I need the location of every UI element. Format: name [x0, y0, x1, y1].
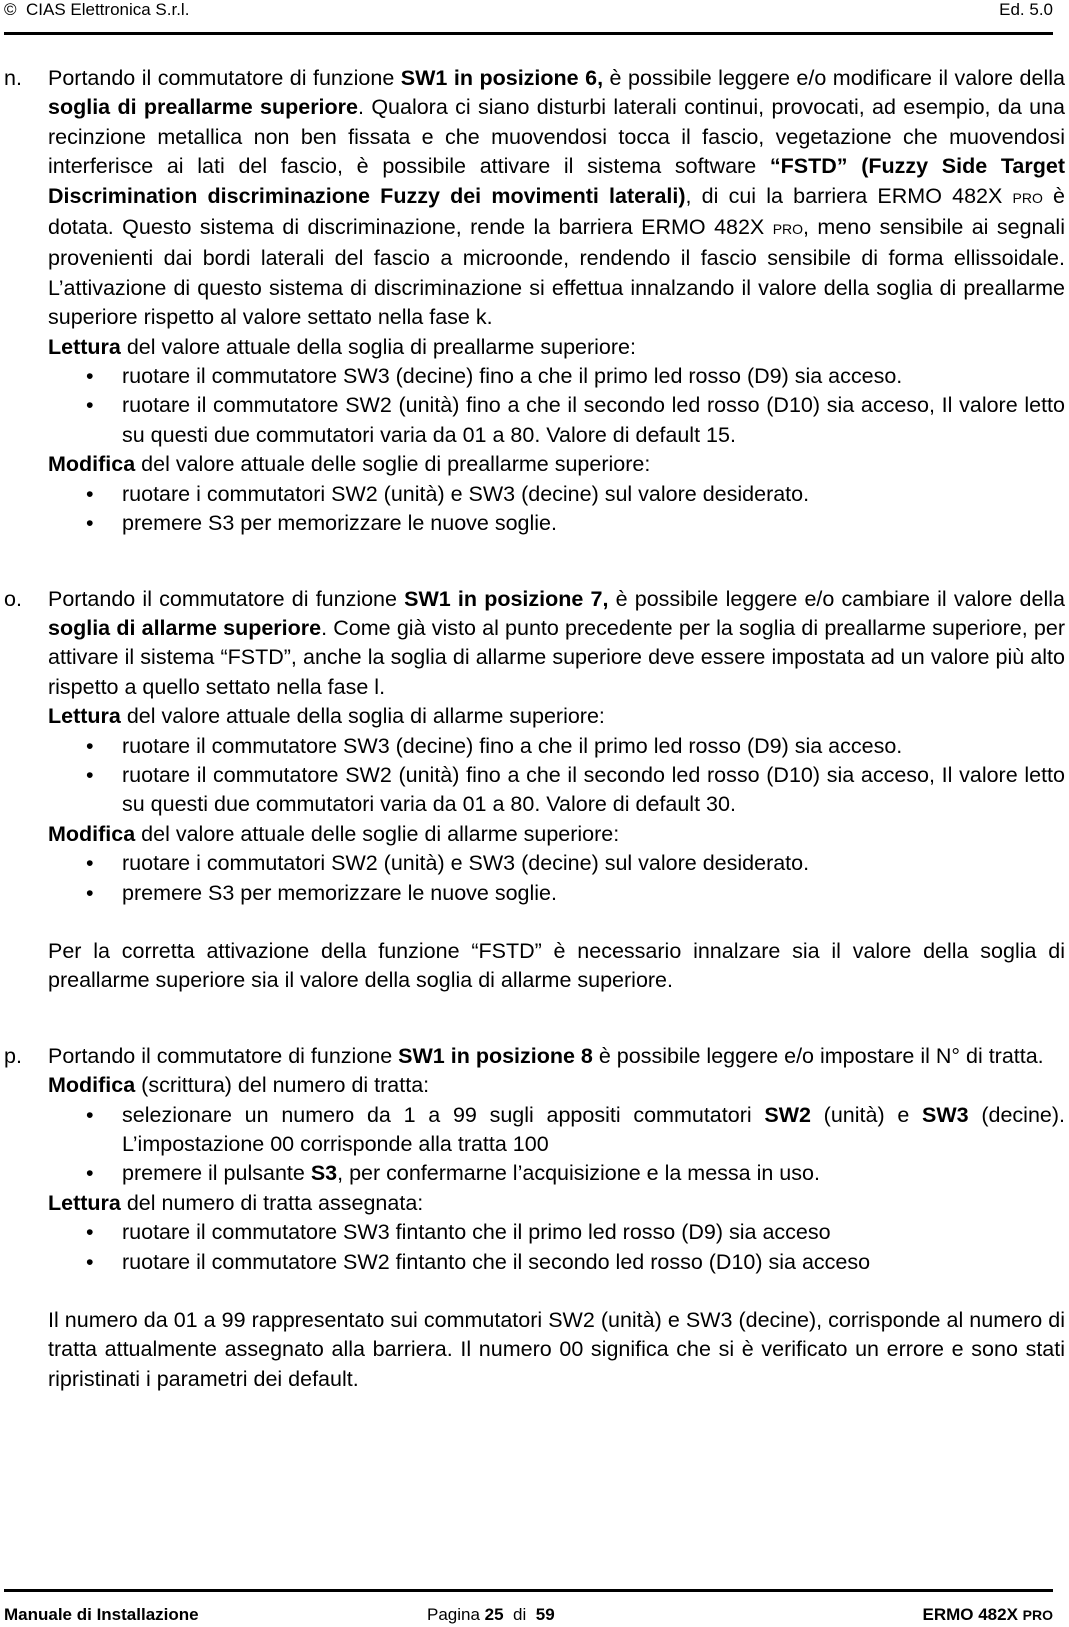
header-company [4, 0, 189, 20]
modify-heading: Modifica del valore attuale delle soglie di preallarme superiore: [48, 452, 651, 477]
section-paragraph: Portando il commutatore di funzione SW1 in posizione 8 è possibile leggere e/o impostare il N° di tratta. [48, 1043, 1044, 1068]
section-label: n. [4, 66, 22, 90]
page-number: Pagina 25 di 59 [427, 1605, 555, 1624]
header-rule [4, 32, 1053, 35]
section-o [0, 585, 1069, 996]
list-item: • selezionare un numero da 1 a 99 sugli appositi commutatori SW2 (unità) e SW3 (decine). L’impostazione 00 corrisponde alla tratta 100 [86, 1102, 1065, 1156]
list-item: • premere S3 per memorizzare le nuove soglie. [86, 511, 557, 536]
edition: Ed. 5.0 [999, 0, 1053, 19]
section-label: o. [4, 586, 22, 611]
list-item: • ruotare il commutatore SW3 (decine) fino a che il primo led rosso (D9) sia acceso. [86, 364, 903, 389]
tratta-note: Il numero da 01 a 99 rappresentato sui commutatori SW2 (unità) e SW3 (decine), corrisponde al numero di tratta attualmente assegnato alla barriera. Il numero 00 significa che si è verificato un errore e sono stati ripristinati i parametri dei default. [48, 1308, 1065, 1391]
list-item: • ruotare il commutatore SW2 fintanto che il secondo led rosso (D10) sia acceso [86, 1249, 871, 1274]
list-item: • ruotare i commutatori SW2 (unità) e SW3 (decine) sul valore desiderato. [86, 481, 810, 506]
read-heading: Lettura del valore attuale della soglia di allarme superiore: [48, 704, 605, 729]
document-body [0, 64, 1069, 1394]
modify-heading: Modifica (scrittura) del numero di tratta: [48, 1073, 430, 1098]
section-paragraph: Portando il commutatore di funzione SW1 in posizione 7, è possibile leggere e/o cambiare il valore della soglia di allarme superiore. Come già visto al punto precedente per la soglia di preallarme superiore, per attivare il sistema “FSTD”, anche la soglia di allarme superiore deve essere impostata ad un valore più alto rispetto a quello settato nella fase l. [48, 586, 1065, 699]
list-item: • ruotare i commutatori SW2 (unità) e SW3 (decine) sul valore desiderato. [86, 851, 810, 876]
manual-title: Manuale di Installazione [4, 1605, 199, 1624]
copyright-symbol: © [4, 0, 17, 19]
list-item: • premere il pulsante S3, per confermarne l’acquisizione e la messa in uso. [86, 1161, 820, 1186]
section-p [0, 1042, 1069, 1394]
read-heading: Lettura del numero di tratta assegnata: [48, 1190, 424, 1215]
list-item: • premere S3 per memorizzare le nuove soglie. [86, 880, 557, 905]
list-item: • ruotare il commutatore SW3 fintanto che il primo led rosso (D9) sia acceso [86, 1220, 831, 1245]
section-label: p. [4, 1043, 22, 1068]
fstd-note: Per la corretta attivazione della funzione “FSTD” è necessario innalzare sia il valore della soglia di preallarme superiore sia il valore della soglia di allarme superiore. [48, 938, 1065, 993]
section-n [0, 64, 1069, 539]
list-item: • ruotare il commutatore SW3 (decine) fino a che il primo led rosso (D9) sia acceso. [86, 733, 903, 758]
company-name: CIAS Elettronica S.r.l. [25, 0, 190, 19]
list-item: • ruotare il commutatore SW2 (unità) fino a che il secondo led rosso (D10) sia acceso, Il valore letto su questi due commutatori varia da 01 a 80. Valore di default 15. [86, 393, 1065, 447]
read-heading: Lettura del valore attuale della soglia di preallarme superiore: [48, 334, 636, 359]
modify-heading: Modifica del valore attuale delle soglie di allarme superiore: [48, 821, 620, 846]
page-header [0, 0, 1069, 24]
product-name: ERMO 482X PRO [922, 1605, 1053, 1624]
list-item: • ruotare il commutatore SW2 (unità) fino a che il secondo led rosso (D10) sia acceso, Il valore letto su questi due commutatori varia da 01 a 80. Valore di default 30. [86, 762, 1065, 817]
footer-rule [4, 1589, 1053, 1592]
section-paragraph: Portando il commutatore di funzione SW1 in posizione 6, è possibile leggere e/o modificare il valore della soglia di preallarme superiore. Qualora ci siano disturbi laterali continui, provocati, ad esempio, da una recinzione metallica non ben fissata e che muovendosi tocca il fascio, vegetazione che muovendosi interferisce ai lati del fascio, è possibile attivare il sistema software “FSTD” (Fuzzy Side Target Discrimination discriminazione Fuzzy dei movimenti laterali), di cui la barriera ERMO 482X PRO è dotata. Questo sistema di discriminazione, rende la barriera ERMO 482X PRO, meno sensibile ai segnali provenienti dai bordi laterali del fascio a microonde, rendendo il fascio sensibile di forma ellissoidale. L’attivazione di questo sistema di discriminazione si effettua innalzando il valore della soglia di preallarme superiore rispetto al valore settato nella fase k. [48, 66, 1065, 330]
